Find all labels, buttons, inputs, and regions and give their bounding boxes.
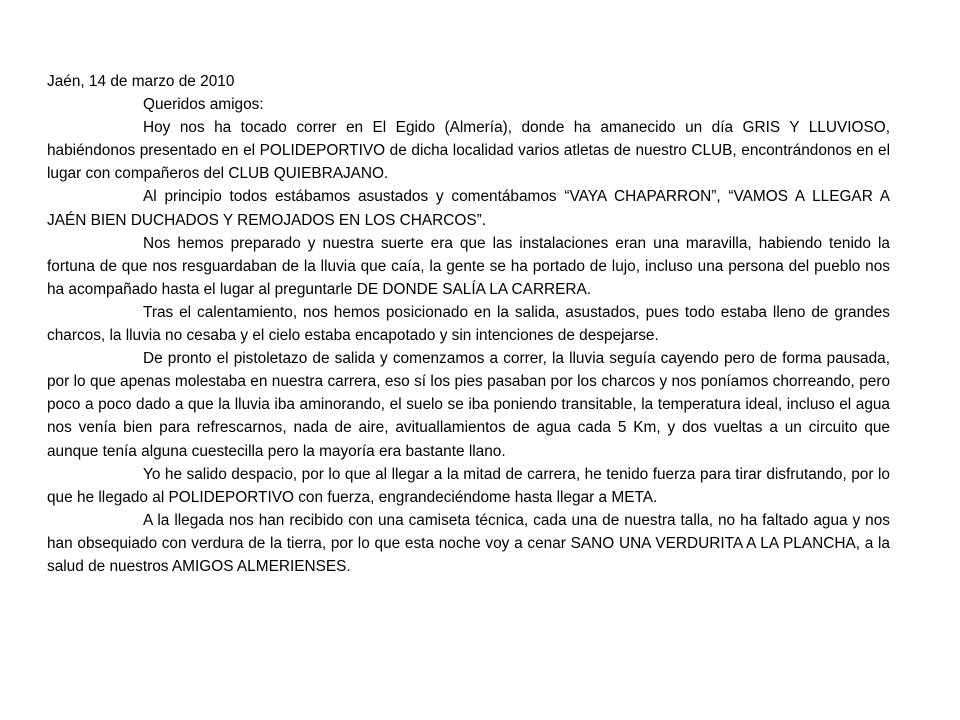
greeting: Queridos amigos: [143,96,264,114]
paragraph-7: A la llegada nos han recibido con una camiseta técnica, cada una de nuestra talla, no ha faltado agua y nos han obsequiado con verdura de la tierra, por lo que esta noche voy a cenar SANO UNA VERDURITA A LA PLANCHA, a la salud de nuestros AMIGOS ALMERIENSES. [47,511,890,575]
paragraph-5: De pronto el pistoletazo de salida y comenzamos a correr, la lluvia seguía cayendo pero de forma pausada, por lo que apenas molestaba en nuestra carrera, eso sí los pies pasaban por los charcos y nos poníamos chorreando, pero poco a poco dado a que la lluvia iba aminorando, el suelo se iba poniendo transitable, la temperatura ideal, incluso el agua nos venía bien para refrescarnos, nada de aire, avituallamientos de agua cada 5 Km, y dos vueltas a un circuito que aunque tenía alguna cuestecilla pero la mayoría era bastante llano. [47,350,890,460]
date-line: Jaén, 14 de marzo de 2010 [47,73,235,90]
paragraph-3: Nos hemos preparado y nuestra suerte era que las instalaciones eran una maravilla, habiendo tenido la fortuna de que nos resguardaban de la lluvia que caía, la gente se ha portado de lujo, incluso una persona del pueblo nos ha acompañado hasta el lugar al preguntarle DE DONDE SALÍA LA CARRERA. [47,234,890,298]
letter-document [47,70,890,578]
paragraph-1: Hoy nos ha tocado correr en El Egido (Almería), donde ha amanecido un día GRIS Y LLUVIOSO, habiéndonos presentado en el POLIDEPORTIVO de dicha localidad varios atletas de nuestro CLUB, encontrándonos en el lugar con compañeros del CLUB QUIEBRAJANO. [47,119,890,183]
paragraph-2: Al principio todos estábamos asustados y comentábamos “VAYA CHAPARRON”, “VAMOS A LLEGAR A JAÉN BIEN DUCHADOS Y REMOJADOS EN LOS CHARCOS”. [47,188,890,229]
paragraph-6: Yo he salido despacio, por lo que al llegar a la mitad de carrera, he tenido fuerza para tirar disfrutando, por lo que he llegado al POLIDEPORTIVO con fuerza, engrandeciéndome hasta llegar a META. [47,465,890,506]
paragraph-4: Tras el calentamiento, nos hemos posicionado en la salida, asustados, pues todo estaba lleno de grandes charcos, la lluvia no cesaba y el cielo estaba encapotado y sin intenciones de despejarse. [47,303,890,345]
